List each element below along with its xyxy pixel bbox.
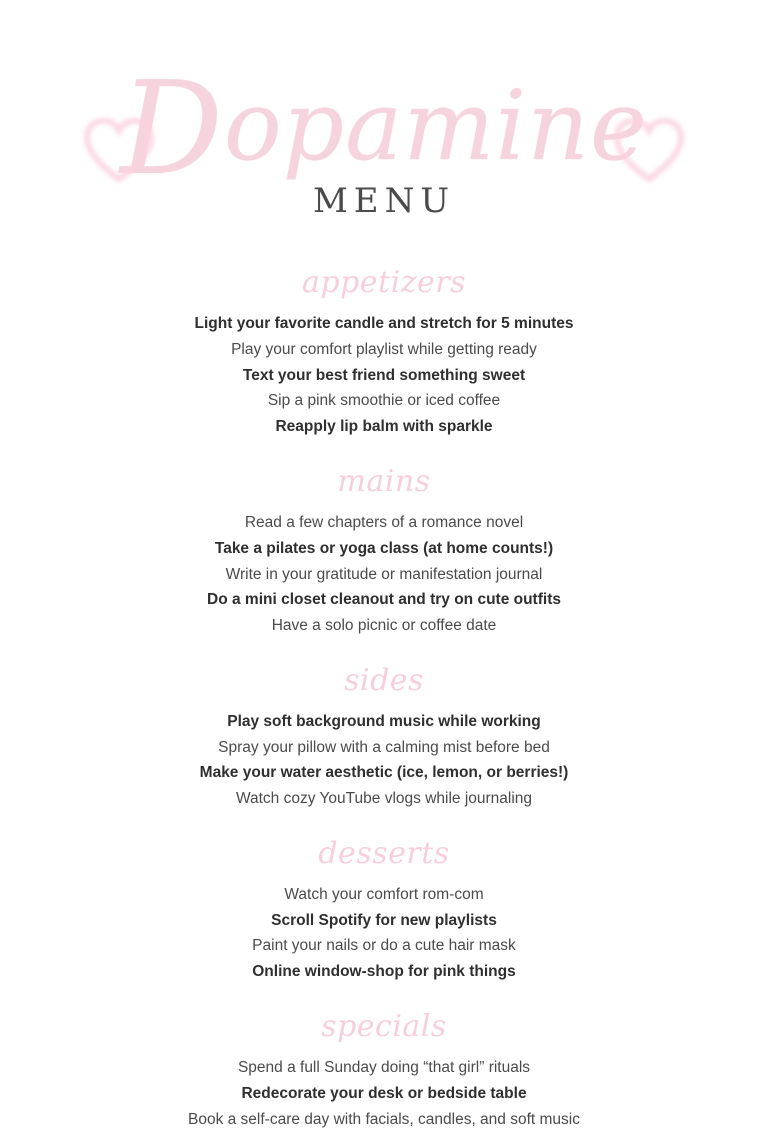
menu-item: Write in your gratitude or manifestation journal [96,565,672,586]
menu-item: Sip a pink smoothie or iced coffee [96,391,672,412]
menu-item: Book a self-care day with facials, candles, and soft music [96,1110,672,1130]
menu-item: Reapply lip balm with sparkle [96,417,672,438]
section-title: appetizers [96,265,672,300]
menu-item: Do a mini closet cleanout and try on cute outfits [96,590,672,611]
menu-section-mains [96,464,672,637]
menu-item: Take a pilates or yoga class (at home counts!) [96,539,672,560]
menu-item: Spend a full Sunday doing “that girl” rituals [96,1058,672,1079]
menu-item: Make your water aesthetic (ice, lemon, or berries!) [96,763,672,784]
menu-item: Scroll Spotify for new playlists [96,911,672,932]
menu-item: Online window-shop for pink things [96,962,672,983]
menu-item: Watch cozy YouTube vlogs while journaling [96,789,672,810]
brand-initial: D [120,55,224,204]
section-title: specials [96,1009,672,1044]
brand-rest: opamine [224,70,648,182]
menu-item: Read a few chapters of a romance novel [96,513,672,534]
menu-item: Light your favorite candle and stretch for 5 minutes [96,314,672,335]
menu-item: Spray your pillow with a calming mist before bed [96,738,672,759]
section-title: sides [96,663,672,698]
menu-section-specials [96,1009,672,1130]
menu-item: Watch your comfort rom-com [96,885,672,906]
menu-item: Redecorate your desk or bedside table [96,1084,672,1105]
section-title: desserts [96,836,672,871]
menu-section-appetizers [96,265,672,438]
menu-subtitle: MENU [0,181,768,221]
menu-item: Paint your nails or do a cute hair mask [96,936,672,957]
menu-section-desserts [96,836,672,983]
menu-sections [0,265,768,1130]
heart-icon-right [614,118,684,182]
menu-item: Play your comfort playlist while getting ready [96,340,672,361]
section-title: mains [96,464,672,499]
menu-item: Have a solo picnic or coffee date [96,616,672,637]
heart-icon-left [84,118,154,182]
menu-section-sides [96,663,672,810]
menu-item: Text your best friend something sweet [96,366,672,387]
menu-header [0,0,768,221]
menu-item: Play soft background music while working [96,712,672,733]
